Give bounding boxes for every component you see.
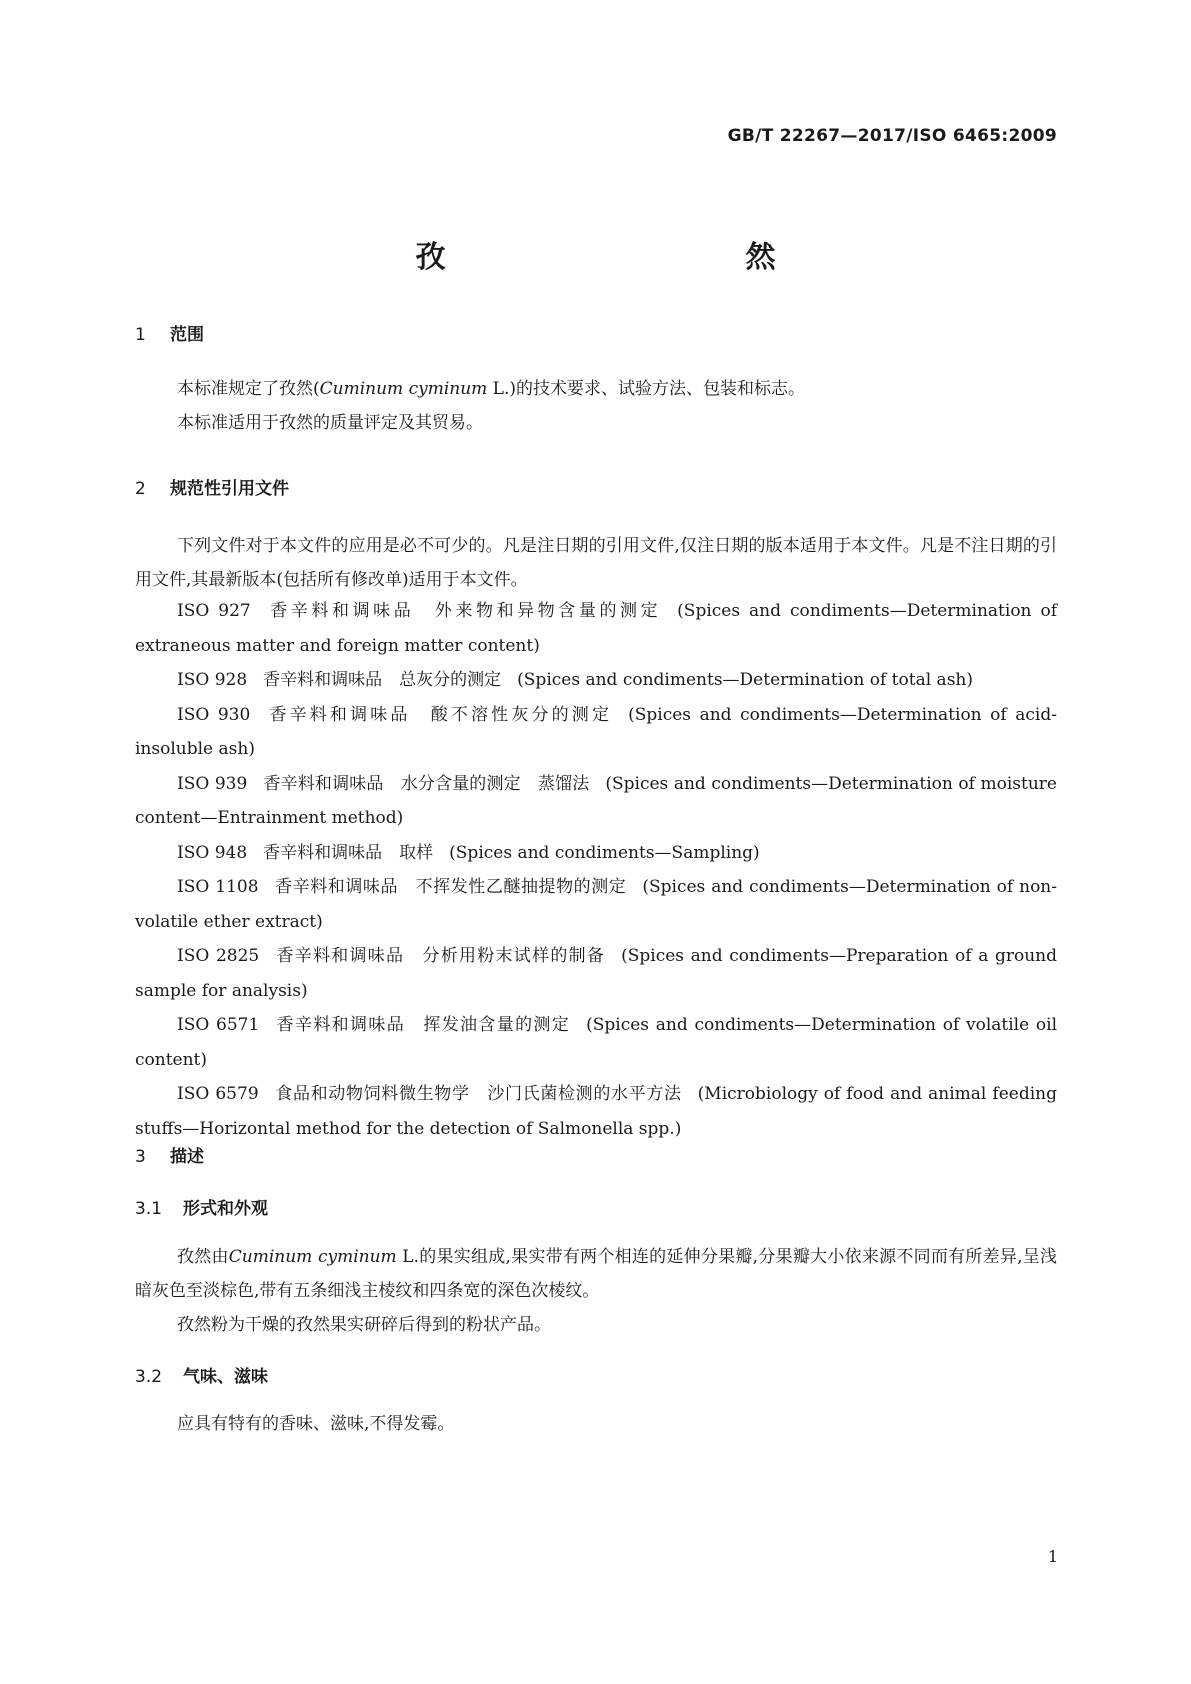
section-3-1-body bbox=[135, 1240, 1057, 1342]
paragraph: 应具有特有的香味、滋味,不得发霉。 bbox=[177, 1414, 455, 1434]
reference-item: ISO 6571 香辛料和调味品 挥发油含量的测定 (Spices and condiments—Determination of volatile oil content) bbox=[135, 1015, 1058, 1070]
reference-item: ISO 927 香辛料和调味品 外来物和异物含量的测定 (Spices and condiments—Determination of extraneous matter and foreign matter content) bbox=[135, 601, 1058, 656]
section-3-1-heading bbox=[135, 1194, 268, 1219]
reference-item: ISO 930 香辛料和调味品 酸不溶性灰分的测定 (Spices and condiments—Determination of acid-insoluble ash) bbox=[135, 704, 1057, 759]
paragraph: 本标准适用于孜然的质量评定及其贸易。 bbox=[177, 413, 483, 433]
reference-item: ISO 2825 香辛料和调味品 分析用粉末试样的制备 (Spices and condiments—Preparation of a ground sample for analysis) bbox=[135, 946, 1058, 1001]
section-number: 3.2 bbox=[135, 1367, 163, 1387]
section-number: 2 bbox=[135, 479, 146, 499]
reference-item: ISO 939 香辛料和调味品 水分含量的测定 蒸馏法 (Spices and condiments—Determination of moisture content—Entrainment method) bbox=[135, 773, 1057, 828]
section-title: 范围 bbox=[170, 325, 204, 345]
section-2-intro bbox=[135, 529, 1057, 597]
standard-code: GB/T 22267—2017/ISO 6465:2009 bbox=[727, 126, 1057, 146]
section-number: 3.1 bbox=[135, 1199, 163, 1219]
paragraph: 本标准规定了孜然(Cuminum cyminum L.)的技术要求、试验方法、包装和标志。 bbox=[177, 379, 806, 399]
section-2-heading bbox=[135, 474, 289, 499]
reference-item: ISO 948 香辛料和调味品 取样 (Spices and condiments—Sampling) bbox=[177, 842, 760, 863]
section-3-2-heading bbox=[135, 1362, 268, 1387]
section-title: 描述 bbox=[170, 1147, 204, 1167]
reference-list bbox=[135, 594, 1057, 1146]
reference-item: ISO 928 香辛料和调味品 总灰分的测定 (Spices and condiments—Determination of total ash) bbox=[177, 670, 973, 690]
paragraph: 下列文件对于本文件的应用是必不可少的。凡是注日期的引用文件,仅注日期的版本适用于本文件。凡是不注日期的引用文件,其最新版本(包括所有修改单)适用于本文件。 bbox=[135, 536, 1057, 590]
section-1-heading bbox=[135, 320, 204, 345]
section-number: 3 bbox=[135, 1147, 146, 1167]
section-3-heading bbox=[135, 1142, 204, 1167]
section-number: 1 bbox=[135, 325, 146, 345]
section-title: 气味、滋味 bbox=[183, 1367, 268, 1387]
section-1-body bbox=[135, 372, 1057, 440]
page-number: 1 bbox=[1047, 1547, 1058, 1566]
section-title: 形式和外观 bbox=[183, 1199, 268, 1219]
section-3-2-body bbox=[135, 1407, 1057, 1441]
paragraph: 孜然粉为干燥的孜然果实研碎后得到的粉状产品。 bbox=[177, 1315, 551, 1335]
reference-item: ISO 6579 食品和动物饲料微生物学 沙门氏菌检测的水平方法 (Microbiology of food and animal feeding stuffs—Horizontal method for the detection of Salmonella spp.) bbox=[135, 1084, 1057, 1139]
section-title: 规范性引用文件 bbox=[170, 479, 289, 499]
paragraph: 孜然由Cuminum cyminum L.的果实组成,果实带有两个相连的延伸分果瓣,分果瓣大小依来源不同而有所差异,呈浅暗灰色至淡棕色,带有五条细浅主棱纹和四条宽的深色次棱纹。 bbox=[135, 1247, 1058, 1301]
reference-item: ISO 1108 香辛料和调味品 不挥发性乙醚抽提物的测定 (Spices and condiments—Determination of non-volatile ether extract) bbox=[135, 877, 1057, 932]
document-title: 孜 然 bbox=[415, 240, 856, 275]
